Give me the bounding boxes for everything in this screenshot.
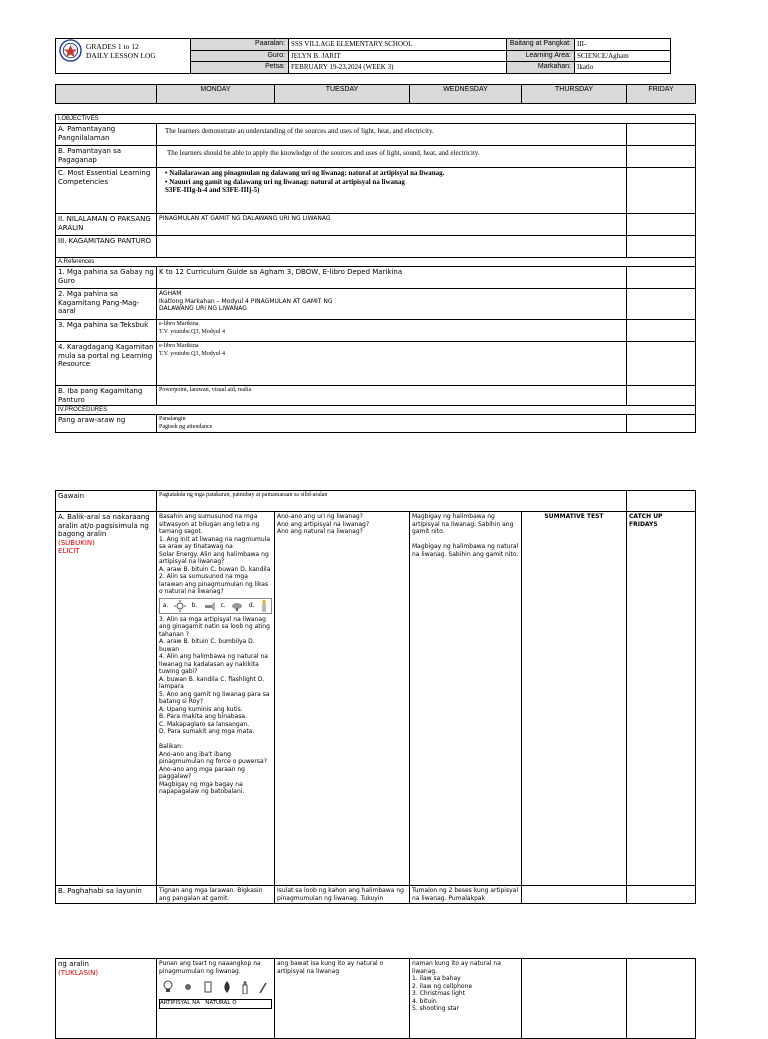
friday-cell-a (627, 124, 696, 146)
section-procedures: IV.PROCEDURES (56, 406, 696, 415)
label-kagamitang-pang-mag-aaral: 2. Mga pahina sa Kagamitang Pang-Mag-aaral (56, 289, 157, 320)
label-gabay-ng-guro: 1. Mga pahina sa Gabay ng Guro (56, 267, 157, 289)
day-monday: MONDAY (157, 85, 275, 104)
header-label-paaralan: Paaralan: (191, 39, 289, 51)
balik-aral-label-text: A. Balik-aral sa nakaraang aralin at/o pagsisimula ng bagong aralin (58, 513, 150, 538)
header-table (55, 38, 671, 74)
lamp-icon (203, 980, 213, 994)
friday-cell-ref4 (627, 342, 696, 386)
sun-icon (174, 600, 186, 612)
lesson-log-table-page3 (55, 958, 696, 1039)
value-gabay-ng-guro: K to 12 Curriculum Guide sa Agham 3, DBOW, E-libro Deped Marikina (157, 267, 627, 289)
day-tuesday: TUESDAY (275, 85, 410, 104)
label-learning-competencies: C. Most Essential Learning Competencies (56, 168, 157, 214)
header-title-line2: DAILY LESSON LOG (86, 51, 156, 60)
header-label-baitang: Baitang at Pangkat: (507, 39, 575, 51)
friday-cell-nilalaman (627, 214, 696, 236)
wednesday-tuklasin: naman kung ito ay natural na liwanag. 1. ilaw sa bahay 2. ilaw ng cellphone 3. Christmas light 4. bituin 5. shooting star (410, 959, 522, 1039)
header-label-markahan: Markahan: (507, 62, 575, 74)
header-title-cell (56, 39, 191, 74)
img-label-d: d. (248, 601, 255, 609)
label-learning-resource: 4. Karagdagang Kagamitan mula sa portal ng Learning Resource (56, 342, 157, 386)
section-objectives: I.OBJECTIVES (56, 115, 696, 124)
label-pamantayang-pangnilalaman: A. Pamantayang Pangnilalaman (56, 124, 157, 146)
wednesday-balik-aral: Magbigay ng halimbawa ng artipisyal na liwanag. Sabihin ang gamit nito. Magbigay ng halimbawa ng natural na liwanag. Sabihin ang gamit nito. (410, 512, 522, 886)
monday-balik-aral (157, 512, 275, 886)
label-balik-aral (56, 512, 157, 886)
friday-tuklasin (627, 959, 696, 1039)
flashlight-icon (203, 600, 215, 612)
candle-icon (260, 600, 268, 612)
balik-aral-elicit: ELICIT (58, 547, 80, 555)
sun-icon (182, 981, 194, 993)
label-iba-pang-kagamitan: B. Iba pang Kagamitang Panturo (56, 386, 157, 406)
bulb-icon (163, 980, 173, 994)
friday-cell-ref1 (627, 267, 696, 289)
section-references: A.References (56, 258, 696, 267)
wednesday-paghahabi: Tumalon ng 2 beses kung artipisyal na liwanag. Pumalakpak (410, 886, 522, 904)
value-pang-araw-araw: Panalangin Pagtsek ng attendance (157, 415, 627, 433)
thursday-paghahabi (522, 886, 627, 904)
friday-cell-kagamitan (627, 236, 696, 258)
label-pang-araw-araw: Pang araw-araw ng (56, 415, 157, 433)
monday-tuklasin-text: Punan ang tsart ng naaangkop na pinagmumulan ng liwanag. (159, 960, 261, 975)
header-value-markahan: Ikatlo (575, 62, 671, 74)
label-pamantayan-sa-pagaganap: B. Pamantayan sa Pagaganap (56, 146, 157, 168)
day-wednesday: WEDNESDAY (410, 85, 522, 104)
value-teksbuk: e-libro Marikina T.V. youtube.Q3, Modyul 4 (157, 320, 627, 342)
friday-cell-pang (627, 415, 696, 433)
header-label-guro: Guro: (191, 50, 289, 62)
header-value-petsa: FEBRUARY 19-23,2024 (WEEK 3) (289, 62, 507, 74)
header-value-learning-area: SCIENCE/Agham (575, 50, 671, 62)
monday-tuklasin (157, 959, 275, 1039)
header-title-line1: GRADES 1 to 12 (86, 42, 139, 51)
tuklasin-label-text: ng aralin (58, 960, 89, 968)
fire-icon (222, 980, 232, 994)
friday-cell-c (627, 168, 696, 214)
candle-icon (241, 980, 249, 994)
day-friday: FRIDAY (627, 85, 696, 104)
label-tuklasin (56, 959, 157, 1039)
friday-cell-gawain (627, 491, 696, 512)
days-header-blank (56, 85, 157, 104)
monday-questions-bottom: 3. Alin sa mga artipisyal na liwanag ang ginagamit natin sa loob ng ating tahanan ? A. araw B. bituin C. bumbilya D. buwan 4. Alin ang halimbawa ng natural na liwanag na kadalasan ay nakikita tuwing gabi? A. buwan B. kandila C. flashlight D. lampara 5. Ano ang gamit ng liwanag para sa batang si Roy? A. Upang kuminis ang kutis. B. Para makita ang binabasa. C. Makapaglaro sa lansangan. D. Para sumakit ang mga mata. Balikan: Ano-ano ang iba't ibang pinagmumulan ng force o puwersa? Ano-ano ang mga paraan ng paggalaw? Magbigay ng mga bagay na napapagalaw ng batobalani. (159, 615, 270, 795)
label-paghahabi: B. Paghahabi sa layunin (56, 886, 157, 904)
day-thursday: THURSDAY (522, 85, 627, 104)
monday-paghahabi: Tignan ang mga larawan. Bigkasin ang pangalan at gamit. (157, 886, 275, 904)
torch-icon (258, 980, 268, 994)
img-label-c: c. (220, 601, 226, 609)
days-header-table (55, 84, 696, 104)
light-objects-images (159, 977, 272, 997)
lamp-icon (231, 600, 243, 612)
header-label-learning-area: Learning Area: (507, 50, 575, 62)
light-sources-images (159, 598, 272, 614)
tuesday-paghahabi: Isulat sa loob ng kahon ang halimbawa ng pinagmumulan ng liwanag. Tukuyin (275, 886, 410, 904)
value-learning-resource: e-libro Marikina T.V. youtube.Q3, Modyul 4 (157, 342, 627, 386)
tuesday-tuklasin: ang bawat isa kung ito ay natural o artipisyal na liwanag (275, 959, 410, 1039)
header-value-baitang: III- (575, 39, 671, 51)
value-pamantayang-pangnilalaman: The learners demonstrate an understanding of the sources and uses of light, heat, and electricity. (157, 124, 627, 146)
thursday-summative-test: SUMMATIVE TEST (522, 512, 627, 886)
friday-catch-up: CATCH UP FRIDAYS (627, 512, 696, 886)
img-label-b: b. (191, 601, 198, 609)
label-teksbuk: 3. Mga pahina sa Teksbuk (56, 320, 157, 342)
label-nilalaman: II. NILALAMAN O PAKSANG ARALIN (56, 214, 157, 236)
value-learning-competencies: • Nailalarawan ang pinagmulan ng dalawang uri ng liwanag: natural at artipisyal na liwanag. • Nauuri ang gamit ng dalawang uri ng liwanag: natural at artipisyal na liwanag S3FE-IIIg-h-4 and S3FE-IIIj-5) (157, 168, 627, 214)
friday-cell-refb (627, 386, 696, 406)
artipisyal-natural-table: ARTIPISYAL NA NATURAL O (159, 999, 272, 1009)
friday-cell-ref2 (627, 289, 696, 320)
header-label-petsa: Petsa: (191, 62, 289, 74)
balik-aral-subukin: (SUBUKIN) (58, 538, 95, 547)
label-gawain: Gawain (56, 491, 157, 512)
friday-paghahabi (627, 886, 696, 904)
friday-cell-ref3 (627, 320, 696, 342)
value-kagamitang-pang-mag-aaral: AGHAM Ikatlong Markahan – Modyul 4 PINAGMULAN AT GAMIT NG DALAWANG URI NG LIWANAG (157, 289, 627, 320)
friday-cell-b (627, 146, 696, 168)
tuklasin-red: (TUKLASIN) (58, 968, 99, 977)
img-label-a: a. (162, 601, 169, 609)
lesson-log-table-page2 (55, 490, 696, 904)
thursday-tuklasin (522, 959, 627, 1039)
value-kagamitang-panturo (157, 236, 627, 258)
value-gawain: Pagtatakda ng mga patakaran, patnubay at pamamaraan sa silid-aralan (157, 491, 627, 512)
lesson-log-table-page1 (55, 114, 696, 433)
value-iba-pang-kagamitan: Powerpoint, larawan, visual aid, realia (157, 386, 627, 406)
monday-questions-top: Basahin ang sumusunod na mga sitwasyon at bilugan ang letra ng tamang sagot. 1. Ang init at liwanag na nagmumula sa araw ay tinatawag na Solar Energy. Alin ang halimbawa ng artipisyal na liwanag? A. araw B. bituin C. buwan D. kandila 2. Alin sa sumusunod na mga larawan ang pinagmumulan ng likas o natural na liwanag? (159, 513, 271, 595)
header-value-guro: JELYN B. JARIT (289, 50, 507, 62)
value-nilalaman: PINAGMULAN AT GAMIT NG DALAWANG URI NG LIWANAG (157, 214, 627, 236)
value-pamantayan-sa-pagaganap: The learners should be able to apply the knowledge of the sources and uses of light, sound, heat, and electricity. (157, 146, 627, 168)
tuesday-balik-aral: Ano-ano ang uri ng liwanag? Ano ang artipisyal na liwanag? Ano ang natural na liwanag? (275, 512, 410, 886)
label-kagamitang-panturo: III. KAGAMITANG PANTURO (56, 236, 157, 258)
header-value-paaralan: SSS VILLAGE ELEMENTARY SCHOOL (289, 39, 507, 51)
